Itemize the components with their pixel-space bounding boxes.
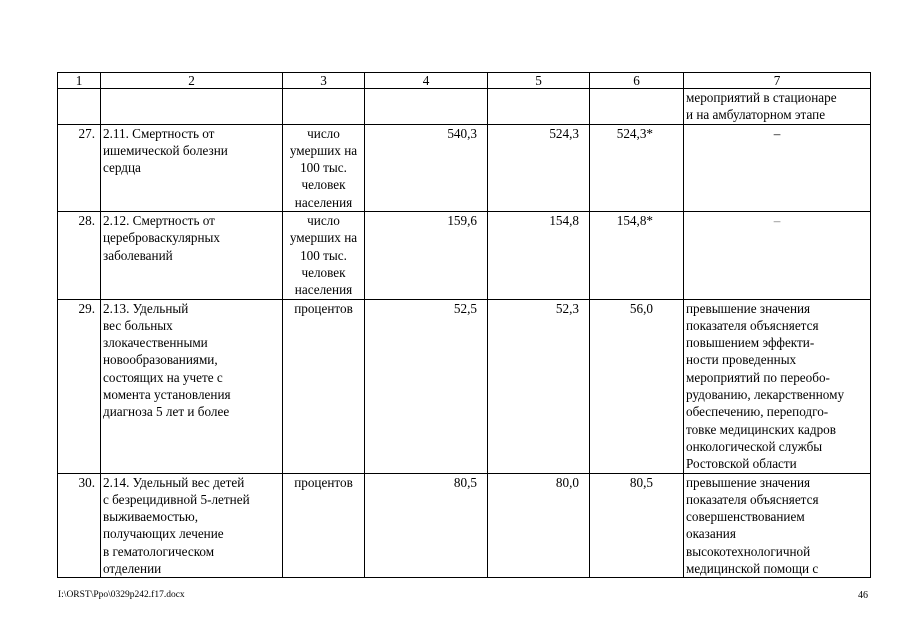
header-cell: 5 [488,73,590,89]
note-cell: превышение значения показателя объясняется совершенствованием оказания высокотехнологичной медицинской помощи с [684,473,871,578]
table-row [58,212,871,299]
indicator-cell: 2.14. Удельный вес детей с безрецидивной 5-летней выживаемостью, получающих лечение в гематологическом отделении [101,473,283,578]
indicator-cell: 2.11. Смертность от ишемической болезни сердца [101,124,283,211]
unit-cell: процентов [283,299,365,473]
value-cell: 159,6 [365,212,488,299]
value-cell: 524,3 [488,124,590,211]
row-number: 27. [58,124,101,211]
row-number: 28. [58,212,101,299]
table-header-row [58,73,871,89]
unit-cell: число умерших на 100 тыс. человек населения [283,124,365,211]
note-cell: мероприятий в стационаре и на амбулаторном этапе [684,89,871,125]
row-number: 29. [58,299,101,473]
note-cell: превышение значения показателя объясняется повышением эффекти- ности проведенных мероприятий по переобо- рудованию, лекарственному обеспечению, переподго- товке медицинских кадров онкологической службы Ростовской области [684,299,871,473]
table-row-continuation [58,89,871,125]
note-cell: – [684,124,871,211]
value-cell: 52,3 [488,299,590,473]
value-cell: 154,8 [488,212,590,299]
document-table [57,72,871,578]
header-cell: 1 [58,73,101,89]
value-cell: 540,3 [365,124,488,211]
header-cell: 3 [283,73,365,89]
page-number: 46 [858,590,868,601]
value-cell: 80,0 [488,473,590,578]
value-cell: 52,5 [365,299,488,473]
table-row [58,299,871,473]
unit-cell: процентов [283,473,365,578]
value-cell: 80,5 [590,473,684,578]
header-cell: 7 [684,73,871,89]
footer-file-path: I:\ORST\Ppo\0329p242.f17.docx [58,590,185,600]
header-cell: 2 [101,73,283,89]
unit-cell: число умерших на 100 тыс. человек населения [283,212,365,299]
note-cell: – [684,212,871,299]
header-cell: 4 [365,73,488,89]
row-number: 30. [58,473,101,578]
value-cell: 524,3* [590,124,684,211]
value-cell: 154,8* [590,212,684,299]
indicator-cell: 2.13. Удельный вес больных злокачественными новообразованиями, состоящих на учете с момента установления диагноза 5 лет и более [101,299,283,473]
table-row [58,473,871,578]
indicator-cell: 2.12. Смертность от цереброваскулярных заболеваний [101,212,283,299]
table-row [58,124,871,211]
value-cell: 56,0 [590,299,684,473]
header-cell: 6 [590,73,684,89]
value-cell: 80,5 [365,473,488,578]
